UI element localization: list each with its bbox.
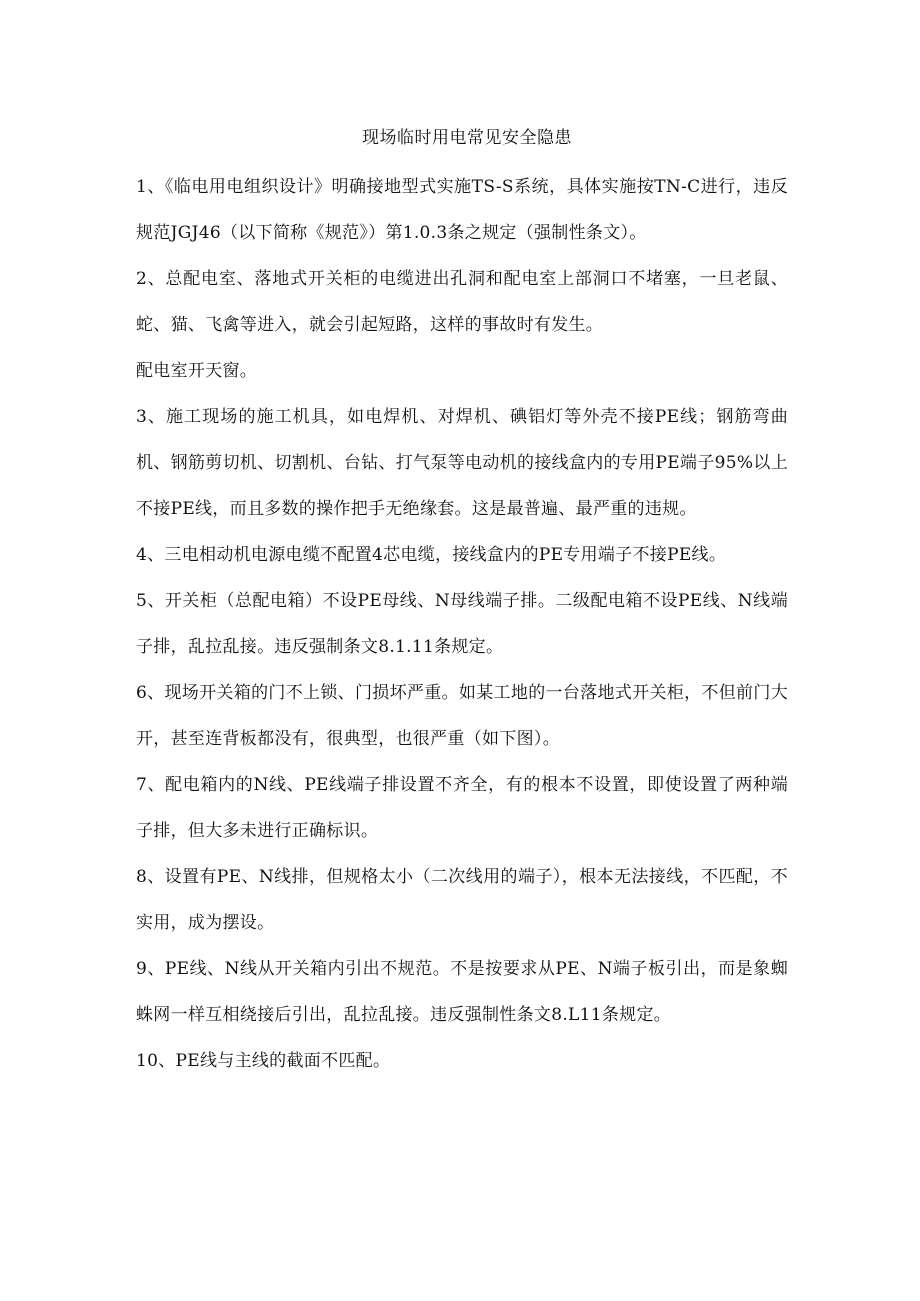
paragraph-7: 7、配电箱内的N线、PE线端子排设置不齐全，有的根本不设置，即使设置了两种端子排，但大多未进行正确标识。 <box>136 775 788 841</box>
paragraph-2: 2、总配电室、落地式开关柜的电缆进出孔洞和配电室上部洞口不堵塞，一旦老鼠、蛇、猫、飞禽等进入，就会引起短路，这样的事故时有发生。 <box>136 269 788 335</box>
paragraph-4: 4、三电相动机电源电缆不配置4芯电缆，接线盒内的PE专用端子不接PE线。 <box>136 545 727 565</box>
document-title: 现场临时用电常见安全隐患 <box>362 128 572 148</box>
paragraph-10: 10、PE线与主线的截面不匹配。 <box>136 1051 391 1071</box>
paragraph-5: 5、开关柜（总配电箱）不设PE母线、N母线端子排。二级配电箱不设PE线、N线端子排，乱拉乱接。违反强制条文8.1.11条规定。 <box>136 591 788 657</box>
paragraph-6: 6、现场开关箱的门不上锁、门损坏严重。如某工地的一台落地式开关柜，不但前门大开，甚至连背板都没有，很典型，也很严重（如下图）。 <box>136 683 788 749</box>
paragraph-2-note: 配电室开天窗。 <box>136 361 258 381</box>
paragraph-9: 9、PE线、N线从开关箱内引出不规范。不是按要求从PE、N端子板引出，而是象蜘蛛网一样互相绕接后引出，乱拉乱接。违反强制性条文8.L11条规定。 <box>136 959 788 1025</box>
paragraph-8: 8、设置有PE、N线排，但规格太小（二次线用的端子），根本无法接线，不匹配，不实用，成为摆设。 <box>136 867 788 933</box>
paragraph-1: 1、《临电用电组织设计》明确接地型式实施TS-S系统，具体实施按TN-C进行，违反规范JGJ46（以下简称《规范》）第1.0.3条之规定（强制性条文）。 <box>136 177 788 243</box>
paragraph-3: 3、施工现场的施工机具，如电焊机、对焊机、碘铝灯等外壳不接PE线；钢筋弯曲机、钢筋剪切机、切割机、台钻、打气泵等电动机的接线盒内的专用PE端子95%以上不接PE线，而且多数的操作把手无绝缘套。这是最普遍、最严重的违规。 <box>136 407 788 519</box>
